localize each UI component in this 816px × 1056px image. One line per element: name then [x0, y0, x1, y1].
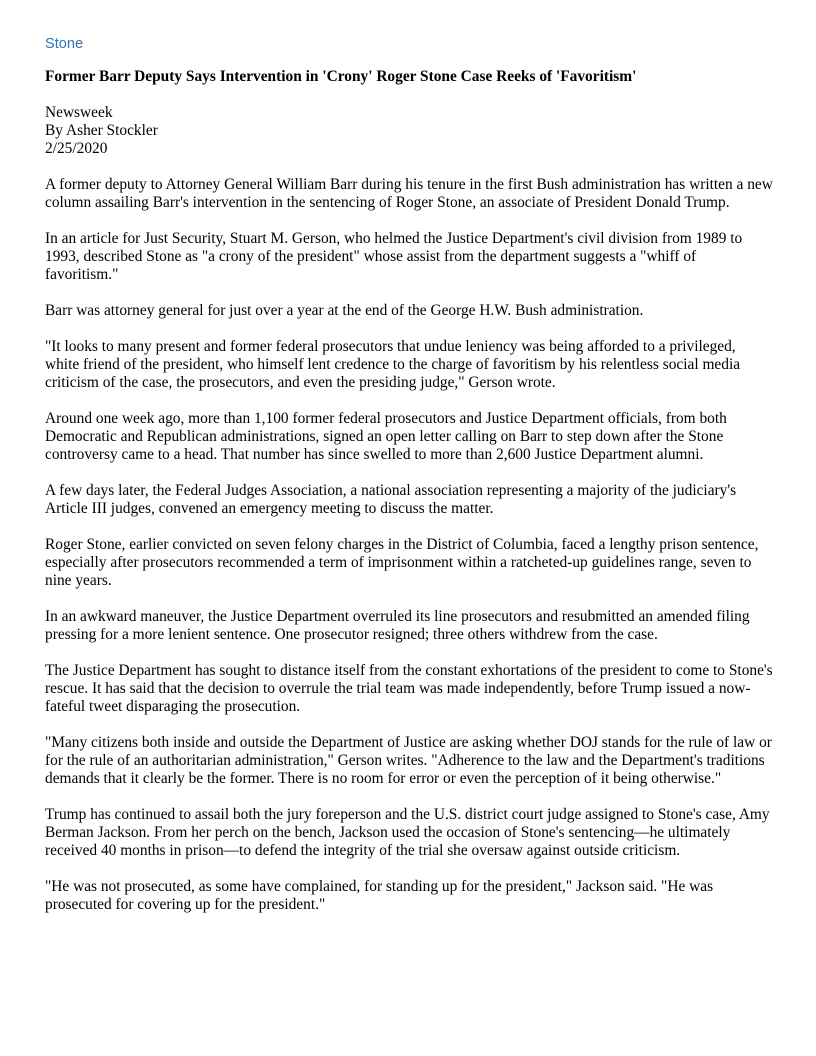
paragraph: Around one week ago, more than 1,100 former federal prosecutors and Justice Department officials, from both Democratic and Republican administrations, signed an open letter calling on Barr to step down after the Stone controversy came to a head. That number has since swelled to more than 2,600 Justice Department alumni.: [45, 410, 727, 463]
article-headline: Former Barr Deputy Says Intervention in 'Crony' Roger Stone Case Reeks of 'Favoritism': [45, 68, 637, 85]
paragraph: Barr was attorney general for just over a year at the end of the George H.W. Bush administration.: [45, 302, 644, 319]
paragraph: "Many citizens both inside and outside the Department of Justice are asking whether DOJ stands for the rule of law or for the rule of an authoritarian administration," Gerson writes. "Adherence to the law and the Department's traditions demands that it clearly be the former. There is no room for error or even the perception of it being otherwise.": [45, 734, 772, 787]
article-meta: [45, 104, 773, 158]
source-name: Newsweek: [45, 104, 113, 121]
paragraph: A few days later, the Federal Judges Association, a national association representing a majority of the judiciary's Article III judges, convened an emergency meeting to discuss the matter.: [45, 482, 737, 517]
paragraph: "It looks to many present and former federal prosecutors that undue leniency was being afforded to a privileged, white friend of the president, who himself lent credence to the charge of favoritism by his relentless social media criticism of the case, the prosecutors, and even the presiding judge," Gerson wrote.: [45, 338, 741, 391]
paragraph: In an awkward maneuver, the Justice Department overruled its line prosecutors and resubmitted an amended filing pressing for a more lenient sentence. One prosecutor resigned; three others withdrew from the case.: [45, 608, 750, 643]
category-label: Stone: [45, 36, 84, 52]
paragraph: Trump has continued to assail both the jury foreperson and the U.S. district court judge assigned to Stone's case, Amy Berman Jackson. From her perch on the bench, Jackson used the occasion of Stone's sentencing—he ultimately received 40 months in prison—to defend the integrity of the trial she oversaw against outside criticism.: [45, 806, 770, 859]
paragraph: Roger Stone, earlier convicted on seven felony charges in the District of Columbia, faced a lengthy prison sentence, especially after prosecutors recommended a term of imprisonment within a ratcheted-up guidelines range, seven to nine years.: [45, 536, 759, 589]
paragraph: The Justice Department has sought to distance itself from the constant exhortations of the president to come to Stone's rescue. It has said that the decision to overrule the trial team was made independently, before Trump issued a now-fateful tweet disparaging the prosecution.: [45, 662, 773, 715]
paragraph: "He was not prosecuted, as some have complained, for standing up for the president," Jackson said. "He was prosecuted for covering up for the president.": [45, 878, 714, 913]
paragraph: A former deputy to Attorney General William Barr during his tenure in the first Bush administration has written a new column assailing Barr's intervention in the sentencing of Roger Stone, an associate of President Donald Trump.: [45, 176, 773, 211]
byline: By Asher Stockler: [45, 122, 158, 139]
publish-date: 2/25/2020: [45, 140, 108, 157]
article-body: [45, 176, 773, 914]
document-page: [45, 34, 773, 932]
paragraph: In an article for Just Security, Stuart M. Gerson, who helmed the Justice Department's civil division from 1989 to 1993, described Stone as "a crony of the president" whose assist from the department suggests a "whiff of favoritism.": [45, 230, 743, 283]
